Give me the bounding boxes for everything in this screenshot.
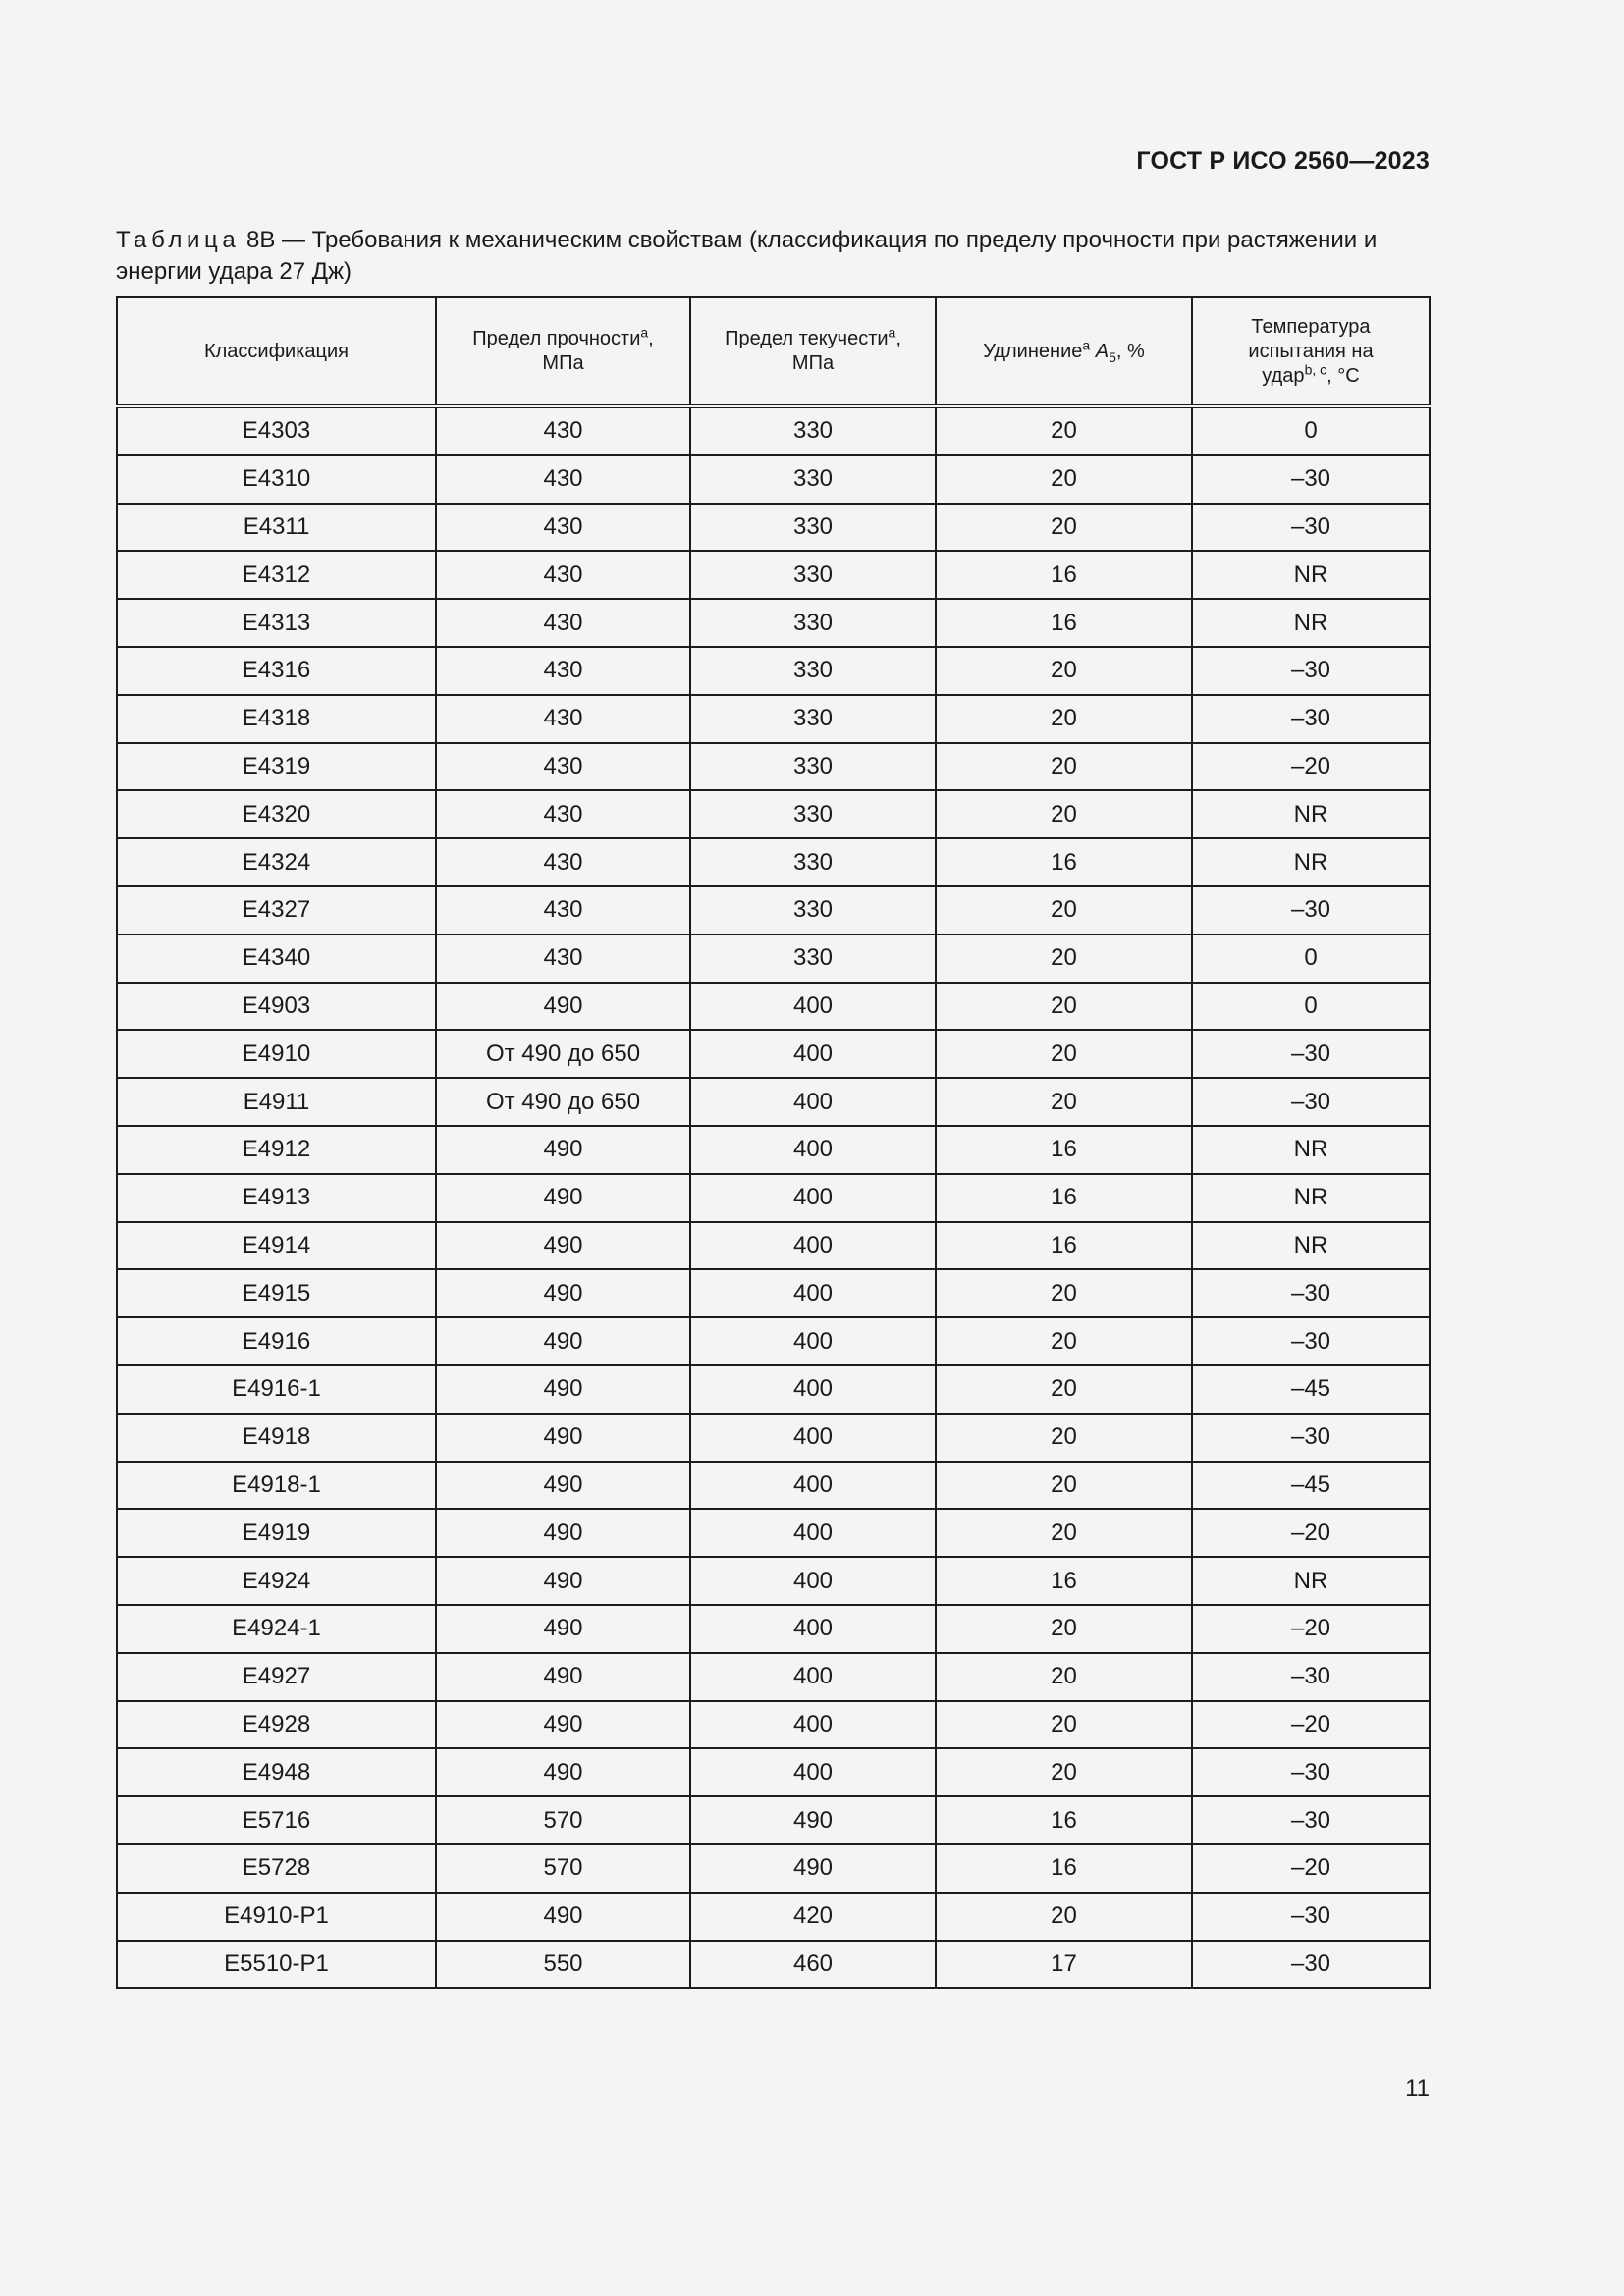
cell-classification: E4312 <box>117 551 436 599</box>
header-yield-strength-unit: МПа <box>791 352 835 374</box>
cell-yield-strength: 400 <box>690 1269 936 1317</box>
cell-classification: E4912 <box>117 1126 436 1174</box>
header-elongation-unit: , % <box>1115 340 1145 362</box>
cell-impact-temperature: NR <box>1192 599 1430 647</box>
cell-yield-strength: 330 <box>690 838 936 886</box>
cell-impact-temperature: –30 <box>1192 1796 1430 1844</box>
table-row <box>117 1796 1430 1844</box>
cell-impact-temperature: NR <box>1192 551 1430 599</box>
table-row <box>117 1174 1430 1222</box>
cell-tensile-strength: 490 <box>436 1893 690 1941</box>
cell-elongation: 16 <box>936 1796 1192 1844</box>
cell-classification: E4340 <box>117 934 436 983</box>
table-row <box>117 1941 1430 1989</box>
cell-elongation: 17 <box>936 1941 1192 1989</box>
table-row <box>117 1462 1430 1510</box>
cell-yield-strength: 330 <box>690 599 936 647</box>
cell-classification: E4327 <box>117 886 436 934</box>
document-id: ГОСТ Р ИСО 2560—2023 <box>1136 147 1430 175</box>
cell-elongation: 20 <box>936 1653 1192 1701</box>
cell-impact-temperature: NR <box>1192 1222 1430 1270</box>
cell-yield-strength: 460 <box>690 1941 936 1989</box>
cell-yield-strength: 400 <box>690 1126 936 1174</box>
cell-impact-temperature: –30 <box>1192 1653 1430 1701</box>
cell-impact-temperature: –45 <box>1192 1462 1430 1510</box>
cell-elongation: 20 <box>936 1605 1192 1653</box>
header-yield-strength-label: Предел текучести <box>725 328 889 349</box>
cell-classification: E4918-1 <box>117 1462 436 1510</box>
cell-elongation: 20 <box>936 934 1192 983</box>
cell-impact-temperature: –20 <box>1192 1605 1430 1653</box>
cell-classification: E4311 <box>117 504 436 552</box>
cell-impact-temperature: –30 <box>1192 1269 1430 1317</box>
cell-elongation: 20 <box>936 790 1192 838</box>
cell-impact-temperature: –30 <box>1192 1030 1430 1078</box>
cell-elongation: 16 <box>936 1557 1192 1605</box>
table-row <box>117 790 1430 838</box>
cell-elongation: 20 <box>936 886 1192 934</box>
cell-impact-temperature: –30 <box>1192 886 1430 934</box>
cell-impact-temperature: –20 <box>1192 1844 1430 1893</box>
cell-yield-strength: 400 <box>690 1509 936 1557</box>
cell-impact-temperature: –30 <box>1192 1748 1430 1796</box>
cell-classification: E4948 <box>117 1748 436 1796</box>
table-row <box>117 1030 1430 1078</box>
header-tensile-strength-unit: МПа <box>542 352 584 374</box>
cell-classification: E4918 <box>117 1414 436 1462</box>
header-impact-temperature <box>1192 297 1430 406</box>
cell-classification: E4310 <box>117 455 436 504</box>
cell-elongation: 20 <box>936 1748 1192 1796</box>
cell-impact-temperature: –30 <box>1192 1893 1430 1941</box>
cell-classification: E4903 <box>117 983 436 1031</box>
header-elongation-symbol: A <box>1095 340 1110 362</box>
header-yield-strength: Предел текучести$^a$, МПа <box>690 297 936 406</box>
cell-elongation: 16 <box>936 1126 1192 1174</box>
cell-tensile-strength: 430 <box>436 406 690 455</box>
table-row <box>117 886 1430 934</box>
header-impact-temperature-line2: испытания на <box>1248 340 1374 362</box>
cell-elongation: 16 <box>936 551 1192 599</box>
cell-classification: E4910-P1 <box>117 1893 436 1941</box>
cell-yield-strength: 400 <box>690 1222 936 1270</box>
table-row <box>117 1269 1430 1317</box>
cell-classification: E4319 <box>117 743 436 791</box>
table-row <box>117 1701 1430 1749</box>
cell-elongation: 20 <box>936 455 1192 504</box>
cell-elongation: 20 <box>936 406 1192 455</box>
cell-yield-strength: 330 <box>690 934 936 983</box>
cell-elongation: 20 <box>936 1317 1192 1365</box>
cell-elongation: 20 <box>936 1701 1192 1749</box>
cell-elongation: 20 <box>936 983 1192 1031</box>
cell-yield-strength: 400 <box>690 1365 936 1414</box>
cell-tensile-strength: 570 <box>436 1844 690 1893</box>
cell-tensile-strength: 490 <box>436 1748 690 1796</box>
table-row <box>117 406 1430 455</box>
footnote-marker: b, c <box>1304 360 1327 377</box>
cell-tensile-strength: 490 <box>436 1269 690 1317</box>
table-row <box>117 838 1430 886</box>
footnote-marker: a <box>1082 336 1091 352</box>
cell-impact-temperature: –30 <box>1192 1414 1430 1462</box>
cell-tensile-strength: 490 <box>436 1365 690 1414</box>
cell-classification: E4913 <box>117 1174 436 1222</box>
header-tensile-strength-label: Предел прочности <box>472 328 641 349</box>
table-row <box>117 743 1430 791</box>
table-caption-text: 8B — Требования к механическим свойствам (классификация по пределу прочности при растяжении и энергии удара 27 Дж) <box>116 227 1378 285</box>
cell-classification: E4303 <box>117 406 436 455</box>
cell-yield-strength: 400 <box>690 1701 936 1749</box>
cell-impact-temperature: –20 <box>1192 743 1430 791</box>
cell-elongation: 20 <box>936 1414 1192 1462</box>
cell-tensile-strength: 490 <box>436 1557 690 1605</box>
cell-tensile-strength: 490 <box>436 1653 690 1701</box>
cell-yield-strength: 400 <box>690 1414 936 1462</box>
cell-tensile-strength: 430 <box>436 790 690 838</box>
table-row <box>117 1844 1430 1893</box>
table-row <box>117 1317 1430 1365</box>
cell-yield-strength: 400 <box>690 1462 936 1510</box>
cell-impact-temperature: –45 <box>1192 1365 1430 1414</box>
cell-yield-strength: 400 <box>690 1605 936 1653</box>
cell-tensile-strength: 430 <box>436 504 690 552</box>
cell-yield-strength: 330 <box>690 455 936 504</box>
cell-tensile-strength: 430 <box>436 838 690 886</box>
cell-classification: E4914 <box>117 1222 436 1270</box>
cell-classification: E4324 <box>117 838 436 886</box>
cell-tensile-strength: 430 <box>436 934 690 983</box>
cell-tensile-strength: 490 <box>436 1701 690 1749</box>
table-row <box>117 1078 1430 1126</box>
cell-yield-strength: 400 <box>690 983 936 1031</box>
cell-impact-temperature: NR <box>1192 790 1430 838</box>
table-row <box>117 934 1430 983</box>
cell-impact-temperature: NR <box>1192 1557 1430 1605</box>
cell-elongation: 20 <box>936 1269 1192 1317</box>
cell-classification: E4316 <box>117 647 436 695</box>
cell-elongation: 16 <box>936 599 1192 647</box>
cell-tensile-strength: 490 <box>436 1605 690 1653</box>
table-row <box>117 551 1430 599</box>
cell-tensile-strength: 490 <box>436 1509 690 1557</box>
cell-elongation: 20 <box>936 1030 1192 1078</box>
cell-tensile-strength: 570 <box>436 1796 690 1844</box>
cell-classification: E5716 <box>117 1796 436 1844</box>
cell-yield-strength: 330 <box>690 886 936 934</box>
cell-yield-strength: 400 <box>690 1174 936 1222</box>
cell-classification: E4318 <box>117 695 436 743</box>
cell-elongation: 20 <box>936 1462 1192 1510</box>
table-row <box>117 647 1430 695</box>
cell-classification: E5728 <box>117 1844 436 1893</box>
table-row <box>117 1509 1430 1557</box>
footnote-marker: a <box>640 324 649 341</box>
cell-impact-temperature: –30 <box>1192 647 1430 695</box>
cell-yield-strength: 400 <box>690 1317 936 1365</box>
table-row <box>117 599 1430 647</box>
cell-classification: E4916-1 <box>117 1365 436 1414</box>
cell-tensile-strength: 490 <box>436 1317 690 1365</box>
cell-classification: E4919 <box>117 1509 436 1557</box>
cell-impact-temperature: NR <box>1192 838 1430 886</box>
cell-yield-strength: 330 <box>690 406 936 455</box>
cell-classification: E4320 <box>117 790 436 838</box>
cell-tensile-strength: 430 <box>436 743 690 791</box>
cell-yield-strength: 400 <box>690 1653 936 1701</box>
cell-impact-temperature: –30 <box>1192 1941 1430 1989</box>
table-caption <box>116 225 1432 288</box>
table-row <box>117 1557 1430 1605</box>
header-elongation <box>936 297 1192 406</box>
table-row <box>117 1126 1430 1174</box>
table-row <box>117 1414 1430 1462</box>
table-row <box>117 504 1430 552</box>
table-row <box>117 455 1430 504</box>
cell-yield-strength: 400 <box>690 1748 936 1796</box>
header-impact-temperature-line3: удар <box>1262 364 1305 387</box>
cell-impact-temperature: NR <box>1192 1174 1430 1222</box>
cell-elongation: 16 <box>936 1222 1192 1270</box>
cell-classification: E4916 <box>117 1317 436 1365</box>
header-elongation-subscript: 5 <box>1109 348 1116 365</box>
cell-elongation: 20 <box>936 647 1192 695</box>
table-row <box>117 1222 1430 1270</box>
cell-impact-temperature: –30 <box>1192 1078 1430 1126</box>
header-row <box>117 297 1430 406</box>
cell-tensile-strength: 490 <box>436 1222 690 1270</box>
table-header <box>117 297 1430 406</box>
cell-impact-temperature: 0 <box>1192 983 1430 1031</box>
table-row <box>117 1748 1430 1796</box>
cell-tensile-strength: 430 <box>436 599 690 647</box>
cell-tensile-strength: От 490 до 650 <box>436 1078 690 1126</box>
cell-yield-strength: 490 <box>690 1844 936 1893</box>
cell-tensile-strength: 550 <box>436 1941 690 1989</box>
table-row <box>117 1893 1430 1941</box>
mechanical-properties-table <box>116 296 1431 1989</box>
header-impact-temperature-line1: Температура <box>1251 315 1371 338</box>
table-row <box>117 1605 1430 1653</box>
cell-classification: E4915 <box>117 1269 436 1317</box>
cell-yield-strength: 330 <box>690 695 936 743</box>
cell-classification: E4927 <box>117 1653 436 1701</box>
table-row <box>117 983 1430 1031</box>
header-classification-label: Классификация <box>203 340 349 362</box>
cell-yield-strength: 330 <box>690 504 936 552</box>
cell-classification: E4910 <box>117 1030 436 1078</box>
cell-elongation: 16 <box>936 838 1192 886</box>
cell-impact-temperature: –30 <box>1192 504 1430 552</box>
cell-elongation: 20 <box>936 695 1192 743</box>
cell-tensile-strength: 430 <box>436 455 690 504</box>
cell-elongation: 20 <box>936 1365 1192 1414</box>
cell-tensile-strength: 490 <box>436 1414 690 1462</box>
footnote-marker: a <box>888 324 896 341</box>
cell-yield-strength: 400 <box>690 1030 936 1078</box>
cell-impact-temperature: NR <box>1192 1126 1430 1174</box>
cell-classification: E4928 <box>117 1701 436 1749</box>
header-classification <box>117 297 436 406</box>
cell-elongation: 16 <box>936 1174 1192 1222</box>
cell-impact-temperature: 0 <box>1192 934 1430 983</box>
cell-tensile-strength: 430 <box>436 695 690 743</box>
table-row <box>117 695 1430 743</box>
cell-classification: E4313 <box>117 599 436 647</box>
cell-yield-strength: 330 <box>690 551 936 599</box>
cell-impact-temperature: –30 <box>1192 455 1430 504</box>
cell-classification: E4924 <box>117 1557 436 1605</box>
table-row <box>117 1653 1430 1701</box>
cell-yield-strength: 400 <box>690 1557 936 1605</box>
cell-elongation: 20 <box>936 504 1192 552</box>
cell-tensile-strength: 430 <box>436 647 690 695</box>
cell-yield-strength: 490 <box>690 1796 936 1844</box>
cell-elongation: 20 <box>936 1893 1192 1941</box>
cell-tensile-strength: От 490 до 650 <box>436 1030 690 1078</box>
cell-classification: E4911 <box>117 1078 436 1126</box>
header-elongation-label: Удлинение <box>983 340 1083 362</box>
cell-tensile-strength: 490 <box>436 1126 690 1174</box>
cell-yield-strength: 330 <box>690 743 936 791</box>
cell-yield-strength: 330 <box>690 790 936 838</box>
cell-tensile-strength: 430 <box>436 886 690 934</box>
cell-yield-strength: 330 <box>690 647 936 695</box>
cell-classification: E5510-P1 <box>117 1941 436 1989</box>
table-caption-label: Таблица <box>116 227 241 253</box>
table-row <box>117 1365 1430 1414</box>
cell-elongation: 16 <box>936 1844 1192 1893</box>
cell-impact-temperature: –20 <box>1192 1509 1430 1557</box>
cell-impact-temperature: 0 <box>1192 406 1430 455</box>
cell-tensile-strength: 490 <box>436 1174 690 1222</box>
cell-impact-temperature: –20 <box>1192 1701 1430 1749</box>
cell-elongation: 20 <box>936 1509 1192 1557</box>
cell-tensile-strength: 490 <box>436 983 690 1031</box>
cell-impact-temperature: –30 <box>1192 695 1430 743</box>
cell-classification: E4924-1 <box>117 1605 436 1653</box>
page-number: 11 <box>1405 2075 1430 2102</box>
header-impact-temperature-unit: , °С <box>1326 364 1360 387</box>
cell-yield-strength: 420 <box>690 1893 936 1941</box>
mechanical-properties-table-container <box>116 296 1431 1989</box>
header-tensile-strength: Предел прочности$^a$, МПа <box>436 297 690 406</box>
cell-yield-strength: 400 <box>690 1078 936 1126</box>
cell-elongation: 20 <box>936 743 1192 791</box>
cell-tensile-strength: 490 <box>436 1462 690 1510</box>
cell-elongation: 20 <box>936 1078 1192 1126</box>
table-body <box>117 406 1430 1988</box>
cell-tensile-strength: 430 <box>436 551 690 599</box>
cell-impact-temperature: –30 <box>1192 1317 1430 1365</box>
